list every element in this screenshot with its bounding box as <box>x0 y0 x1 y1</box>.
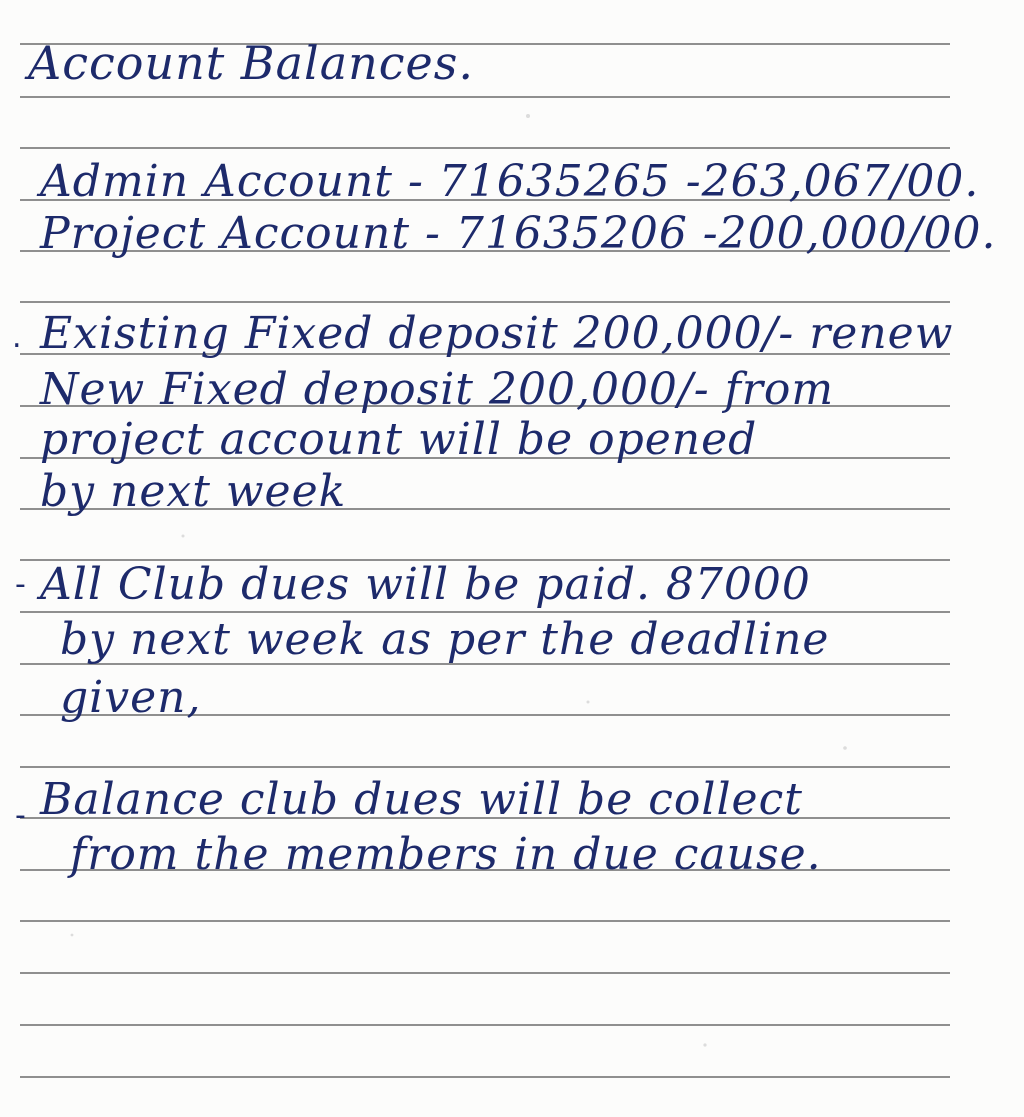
list-item-line: from the members in due cause. <box>70 829 822 880</box>
list-item-line: Balance club dues will be collect <box>40 774 803 825</box>
list-bullet: - <box>15 798 26 833</box>
admin-account-line: Admin Account - 71635265 -263,067/00. <box>40 156 980 207</box>
list-item-line: Existing Fixed deposit 200,000/- renew <box>40 308 954 359</box>
list-item-line: given, <box>60 672 202 723</box>
page-title: Account Balances. <box>28 36 475 90</box>
list-item-line: by next week <box>40 466 347 517</box>
list-item-line: All Club dues will be paid. 87000 <box>40 559 811 610</box>
list-bullet: - <box>15 567 26 602</box>
list-item-line: project account will be opened <box>40 414 758 465</box>
list-item-line: New Fixed deposit 200,000/- from <box>40 364 835 415</box>
list-bullet: . <box>12 320 22 355</box>
list-item-line: by next week as per the deadline <box>60 614 830 665</box>
project-account-line: Project Account - 71635206 -200,000/00. <box>40 208 997 259</box>
